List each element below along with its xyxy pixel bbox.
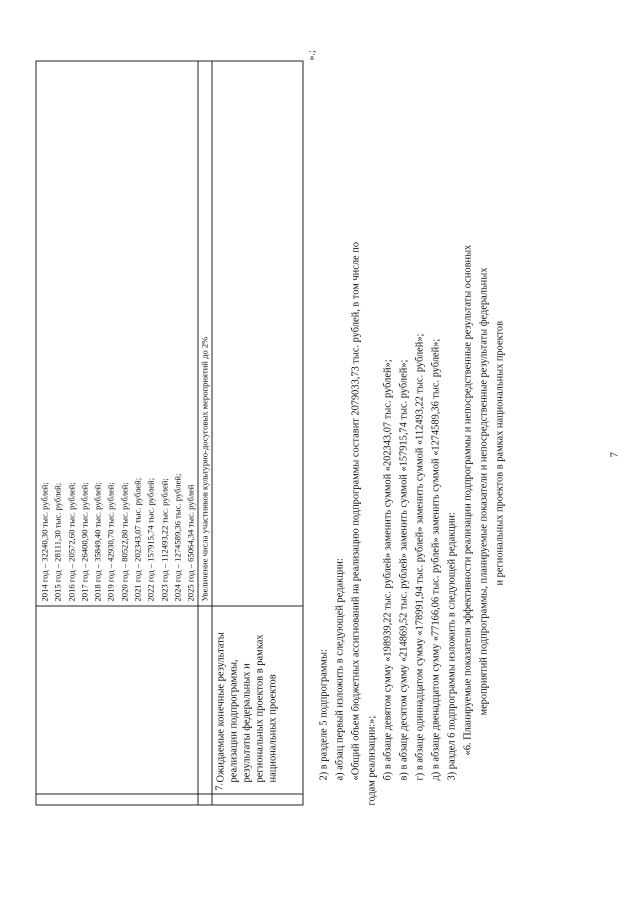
amount-line: 2024 год – 1274589,36 тыс. рублей; — [171, 473, 182, 601]
paragraph: а) абзац первый изложить в следующей редакции: — [334, 557, 345, 780]
closing-quote: ».; — [306, 49, 317, 60]
section-heading: и региональных проектов в рамках национальных проектов — [494, 320, 505, 585]
expected-result-value: Увеличение числа участников культурно-досуговых мероприятий до 2% — [199, 336, 209, 601]
paragraph: д) в абзаце двенадцатом сумму «77166,06 тыс. рублей» заменить суммой «1274589,36 тыс. рублей»; — [430, 338, 441, 780]
funding-table — [35, 60, 303, 805]
table-divider — [36, 793, 302, 794]
section-heading: мероприятий подпрограммы, планируемые показатели и непосредственные результаты федеральных — [478, 267, 489, 715]
paragraph: годам реализации:»; — [366, 715, 377, 805]
expected-results-label: Ожидаемые конечные результаты реализации подпрограммы, результаты федеральных и региональных проектов в рамках национальных проектов — [215, 631, 278, 782]
row-number: 7. — [214, 782, 225, 790]
amount-line: 2018 год – 35849,40 тыс. рублей; — [92, 481, 103, 601]
paragraph: 3) раздел 6 подпрограммы изложить в следующей редакции: — [446, 511, 457, 780]
amount-line: 2020 год – 80522,80 тыс. рублей; — [118, 481, 129, 601]
amount-line: 2023 год – 112493,22 тыс. рублей; — [158, 477, 169, 601]
table-divider — [197, 61, 198, 804]
page-number: 7 — [608, 451, 620, 457]
annual-amounts-list — [38, 473, 198, 601]
table-divider — [36, 605, 302, 606]
table-divider — [211, 61, 212, 804]
paragraph: в) в абзаце десятом сумму «214869,52 тыс. рублей» заменить суммой «157915,74 тыс. рублей»; — [398, 359, 409, 780]
paragraph: 2) в разделе 5 подпрограммы: — [318, 648, 329, 780]
amount-line: 2025 год – 65064,34 тыс. рублей — [185, 484, 196, 601]
amount-line: 2017 год – 26400,90 тыс. рублей; — [78, 481, 89, 601]
amount-line: 2019 год – 42930,70 тыс. рублей; — [105, 481, 116, 601]
paragraph: г) в абзаце одиннадцатом сумму «178991,94 тыс. рублей» заменить суммой «112493,22 тыс. рублей»; — [414, 333, 425, 780]
amount-line: 2015 год – 28111,30 тыс. рублей; — [52, 482, 63, 601]
amount-line: 2016 год – 20572,60 тыс. рублей; — [65, 481, 76, 601]
amount-line: 2021 год – 202343,07 тыс. рублей; — [132, 477, 143, 601]
section-heading: «6. Планируемые показатели эффективности реализации подпрограммы и непосредственные результаты основных — [462, 244, 473, 755]
paragraph: б) в абзаце девятом сумму «198939,22 тыс. рублей» заменить суммой «202343,07 тыс. рублей»; — [382, 358, 393, 780]
amount-line: 2014 год – 32240,30 тыс. рублей; — [39, 481, 49, 601]
paragraph: «Общий объем бюджетных ассигнований на реализацию подпрограммы составит 2079033,73 тыс. рублей, в том числе по — [350, 241, 361, 780]
amount-line: 2022 год – 157915,74 тыс. рублей; — [145, 477, 156, 601]
